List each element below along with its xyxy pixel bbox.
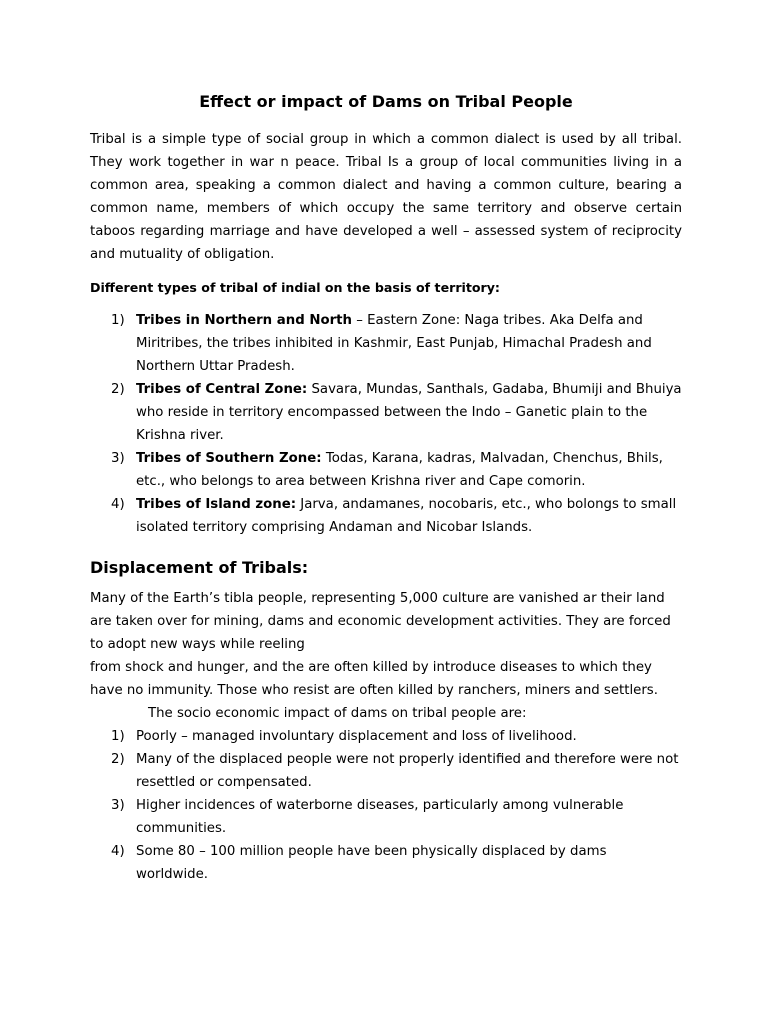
list-item <box>90 378 682 447</box>
zone-term: Tribes of Southern Zone: <box>136 451 322 466</box>
impact-text: Higher incidences of waterborne diseases, particularly among vulnerable communities. <box>136 798 624 836</box>
list-number: 2) <box>111 752 125 767</box>
impact-text: Poorly – managed involuntary displacement and loss of livelihood. <box>136 729 577 744</box>
zone-term: Tribes of Island zone: <box>136 497 297 512</box>
list-item <box>90 840 682 886</box>
zone-description: Jarva, andamanes, nocobaris, etc., who bolongs to small isolated territory comprising Andaman and Nicobar Islands. <box>136 497 677 535</box>
list-number: 2) <box>111 382 125 397</box>
tribe-zone-list <box>90 309 682 539</box>
displacement-heading: Displacement of Tribals: <box>90 558 309 577</box>
zone-description: Savara, Mundas, Santhals, Gadaba, Bhumiji and Bhuiya who reside in territory encompassed between the Indo – Ganetic plain to the Krishna river. <box>136 382 682 443</box>
impact-text: Many of the displaced people were not properly identified and therefore were not resettled or compensated. <box>136 752 679 790</box>
document-page <box>90 88 682 886</box>
list-number: 1) <box>111 313 125 328</box>
impact-lead-text: The socio economic impact of dams on tribal people are: <box>148 706 527 721</box>
list-item <box>90 748 682 794</box>
list-item <box>90 725 682 748</box>
zone-description: Todas, Karana, kadras, Malvadan, Chenchus, Bhils, etc., who belongs to area between Krishna river and Cape comorin. <box>136 451 663 489</box>
list-number: 4) <box>111 497 125 512</box>
impact-list <box>90 725 682 886</box>
list-item <box>90 493 682 539</box>
impact-text: Some 80 – 100 million people have been physically displaced by dams worldwide. <box>136 844 607 882</box>
list-number: 4) <box>111 844 125 859</box>
list-item <box>90 447 682 493</box>
intro-paragraph: Tribal is a simple type of social group in which a common dialect is used by all tribal. They work together in war n peace. Tribal Is a group of local communities living in a common area, speaking a common dialect and having a common culture, bearing a common name, members of which occupy the same territory and observe certain taboos regarding marriage and have developed a well – assessed system of reciprocity and mutuality of obligation. <box>90 132 682 262</box>
list-number: 3) <box>111 798 125 813</box>
tribe-types-heading: Different types of tribal of indial on the basis of territory: <box>90 280 500 295</box>
document-title: Effect or impact of Dams on Tribal People <box>199 92 573 111</box>
list-number: 1) <box>111 729 125 744</box>
zone-term: Tribes of Central Zone: <box>136 382 308 397</box>
displacement-paragraph-2: from shock and hunger, and the are often killed by introduce diseases to which they have no immunity. Those who resist are often killed by ranchers, miners and settlers. <box>90 660 658 698</box>
list-item <box>90 794 682 840</box>
list-number: 3) <box>111 451 125 466</box>
displacement-paragraph-1: Many of the Earth’s tibla people, representing 5,000 culture are vanished ar their land are taken over for mining, dams and economic development activities. They are forced to adopt new ways while reeling <box>90 591 671 652</box>
zone-description: – Eastern Zone: Naga tribes. Aka Delfa and Miritribes, the tribes inhibited in Kashmir, East Punjab, Himachal Pradesh and Northern Uttar Pradesh. <box>136 313 652 374</box>
zone-term: Tribes in Northern and North <box>136 313 353 328</box>
list-item <box>90 309 682 378</box>
